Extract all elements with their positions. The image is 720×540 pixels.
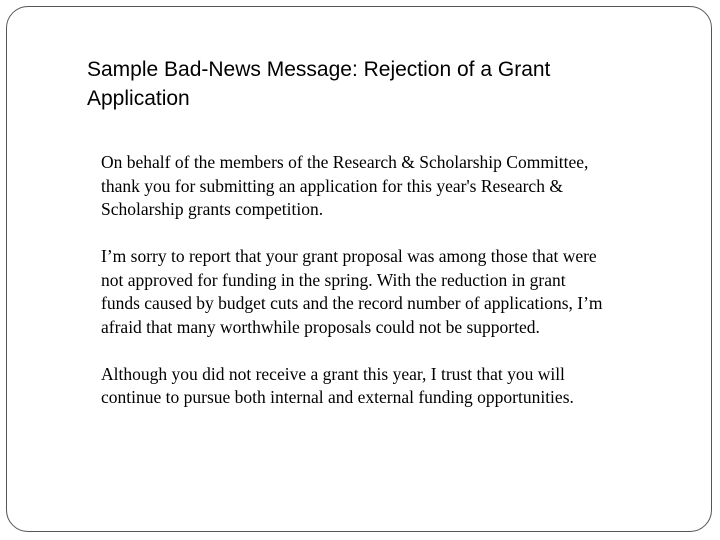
text-line: funds caused by budget cuts and the record number of applications, I’m — [101, 293, 603, 313]
paragraph-closing — [101, 363, 691, 410]
text-line: Although you did not receive a grant this year, I trust that you will — [101, 363, 565, 384]
text-line: On behalf of the members of the Research & Scholarship Committee, — [101, 152, 589, 172]
slide-title — [87, 55, 687, 113]
paragraph-thanks — [101, 151, 691, 222]
slide-title-line: Sample Bad-News Message: Rejection of a Grant — [87, 58, 551, 81]
letter-body — [101, 151, 691, 433]
text-line: not approved for funding in the spring. With the reduction in grant — [101, 269, 566, 290]
text-line: afraid that many worthwhile proposals could not be supported. — [101, 316, 540, 337]
paragraph-rejection — [101, 245, 691, 339]
text-line: I’m sorry to report that your grant proposal was among those that were — [101, 246, 597, 266]
slide-title-line: Application — [87, 87, 190, 110]
text-line: thank you for submitting an application for this year's Research & — [101, 175, 563, 196]
text-line: Scholarship grants competition. — [101, 199, 324, 219]
text-line: continue to pursue both internal and external funding opportunities. — [101, 387, 574, 407]
